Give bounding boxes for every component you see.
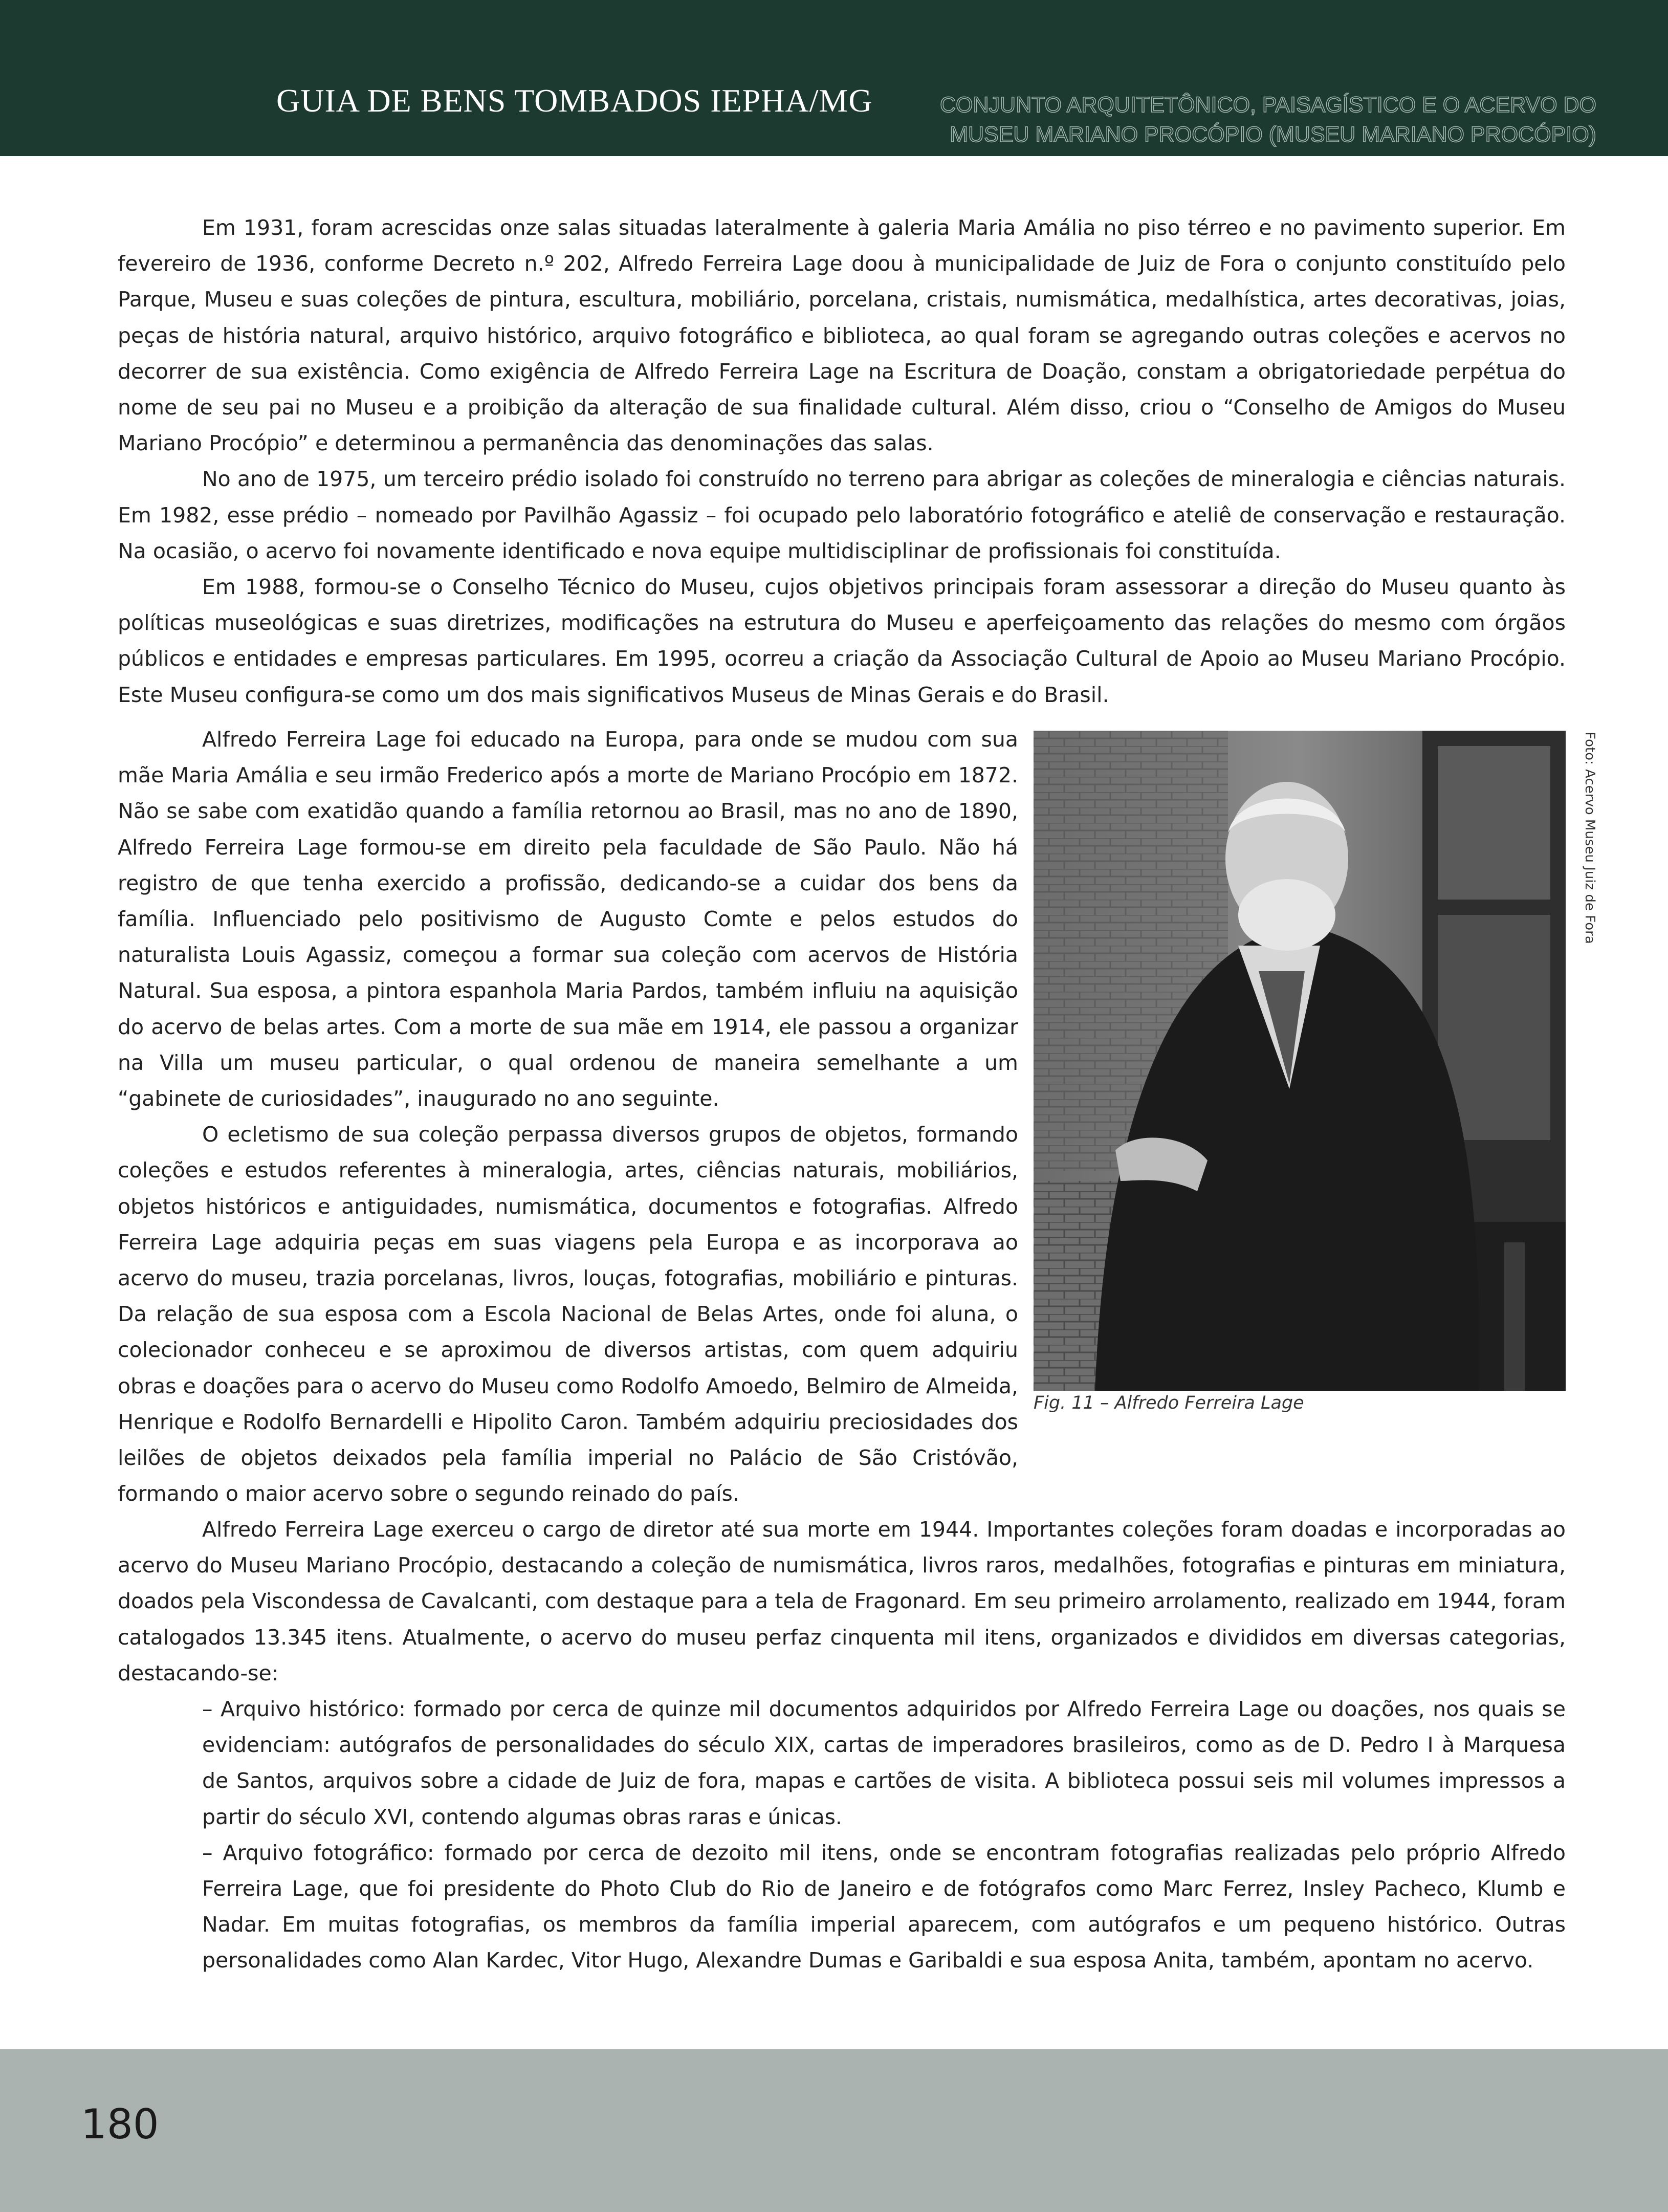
text-section-bottom (118, 1512, 1566, 1979)
paragraph: Em 1988, formou-se o Conselho Técnico do Museu, cujos objetivos principais foram assessorar a direção do Museu quanto às políticas museológicas e suas diretrizes, modificações na estrutura do Museu e aperfeiçoamento das relações do mesmo com órgãos públicos e entidades e empresas particulares. Em 1995, ocorreu a criação da Associação Cultural de Apoio ao Museu Mariano Procópio. Este Museu configura-se como um dos mais significativos Museus de Minas Gerais e do Brasil. (118, 575, 1566, 707)
paragraph: O ecletismo de sua coleção perpassa diversos grupos de objetos, formando coleções e estudos referentes à mineralogia, artes, ciências naturais, mobiliários, objetos históricos e antiguidades, numismática, documentos e fotografias. Alfredo Ferreira Lage adquiria peças em suas viagens pela Europa e as incorporava ao acervo do museu, trazia porcelanas, livros, louças, fotografias, mobiliário e pinturas. Da relação de sua esposa com a Escola Nacional de Belas Artes, onde foi aluna, o colecionador conheceu e se aproximou de diversos artistas, com quem adquiriu obras e doações para o acervo do Museu como Rodolfo Amoedo, Belmiro de Almeida, Henrique e Rodolfo Bernardelli e Hipolito Caron. Também adquiriu preciosidades dos leilões de objetos deixados pela família imperial no Palácio de São Cristóvão, formando o maior acervo sobre o segundo reinado do país. (118, 1122, 1018, 1506)
portrait-illustration (1034, 731, 1566, 1391)
section-subtitle (940, 90, 1596, 149)
page-footer (0, 2049, 1668, 2212)
figure-caption: Fig. 11 – Alfredo Ferreira Lage (1034, 1393, 1304, 1413)
paragraph: Alfredo Ferreira Lage foi educado na Europa, para onde se mudou com sua mãe Maria Amália e seu irmão Frederico após a morte de Mariano Procópio em 1872. Não se sabe com exatidão quando a família retornou ao Brasil, mas no ano de 1890, Alfredo Ferreira Lage formou-se em direito pela faculdade de São Paulo. Não há registro de que tenha exercido a profissão, dedicando-se a cuidar dos bens da família. Influenciado pelo positivismo de Augusto Comte e pelos estudos do naturalista Louis Agassiz, começou a formar sua coleção com acervos de História Natural. Sua esposa, a pintora espanhola Maria Pardos, também influiu na aquisição do acervo de belas artes. Com a morte de sua mãe em 1914, ele passou a organizar na Villa um museu particular, o qual ordenou de maneira semelhante a um “gabinete de curiosidades”, inaugurado no ano seguinte. (118, 727, 1018, 1111)
list-item: – Arquivo histórico: formado por cerca de quinze mil documentos adquiridos por Alfredo Ferreira Lage ou doações, nos quais se evidenciam: autógrafos de personalidades do século XIX, cartas de imperadores brasileiros, como as de D. Pedro I à Marquesa de Santos, arquivos sobre a cidade de Juiz de fora, mapas e cartões de visita. A biblioteca possui seis mil volumes impressos a partir do século XVI, contendo algumas obras raras e únicas. (202, 1697, 1566, 1829)
paragraph: Alfredo Ferreira Lage exerceu o cargo de diretor até sua morte em 1944. Importantes coleções foram doadas e incorporadas ao acervo do Museu Mariano Procópio, destacando a coleção de numismática, livros raros, medalhões, fotografias e pinturas em miniatura, doados pela Viscondessa de Cavalcanti, com destaque para a tela de Fragonard. Em seu primeiro arrolamento, realizado em 1944, foram catalogados 13.345 itens. Atualmente, o acervo do museu perfaz cinquenta mil itens, organizados e divididos em diversas categorias, destacando-se: (118, 1517, 1566, 1685)
text-section-column (118, 721, 1018, 1512)
paragraph: Em 1931, foram acrescidas onze salas situadas lateralmente à galeria Maria Amália no piso térreo e no pavimento superior. Em fevereiro de 1936, conforme Decreto n.º 202, Alfredo Ferreira Lage doou à municipalidade de Juiz de Fora o conjunto constituído pelo Parque, Museu e suas coleções de pintura, escultura, mobiliário, porcelana, cristais, numismática, medalhística, artes decorativas, joias, peças de história natural, arquivo histórico, arquivo fotográfico e biblioteca, ao qual foram se agregando outras coleções e acervos no decorrer de sua existência. Como exigência de Alfredo Ferreira Lage na Escritura de Doação, constam a obrigatoriedade perpétua do nome de seu pai no Museu e a proibição da alteração de sua finalidade cultural. Além disso, criou o “Conselho de Amigos do Museu Mariano Procópio” e determinou a permanência das denominações das salas. (118, 215, 1566, 456)
photo-credit: Foto: Acervo Museu Juiz de Fora (1582, 732, 1597, 944)
subtitle-line-1: CONJUNTO ARQUITETÔNICO, PAISAGÍSTICO E O ACERVO DO (939, 93, 1596, 117)
portrait-photo (1034, 731, 1566, 1391)
subtitle-line-2: MUSEU MARIANO PROCÓPIO (MUSEU MARIANO PROCÓPIO) (950, 122, 1596, 147)
text-section-top (118, 210, 1566, 713)
list-item: – Arquivo fotográfico: formado por cerca de dezoito mil itens, onde se encontram fotografias realizadas pelo próprio Alfredo Ferreira Lage, que foi presidente do Photo Club do Rio de Janeiro e de fotógrafos como Marc Ferrez, Insley Pacheco, Klumb e Nadar. Em muitas fotografias, os membros da família imperial aparecem, com autógrafos e um pequeno histórico. Outras personalidades como Alan Kardec, Vitor Hugo, Alexandre Dumas e Garibaldi e sua esposa Anita, também, apontam no acervo. (202, 1840, 1566, 1973)
page-number: 180 (81, 2100, 159, 2148)
guide-title: GUIA DE BENS TOMBADOS IEPHA/MG (276, 82, 873, 119)
paragraph: No ano de 1975, um terceiro prédio isolado foi construído no terreno para abrigar as coleções de mineralogia e ciências naturais. Em 1982, esse prédio – nomeado por Pavilhão Agassiz – foi ocupado pelo laboratório fotográfico e ateliê de conservação e restauração. Na ocasião, o acervo foi novamente identificado e nova equipe multidisciplinar de profissionais foi constituída. (118, 467, 1566, 563)
page-header (0, 0, 1668, 156)
